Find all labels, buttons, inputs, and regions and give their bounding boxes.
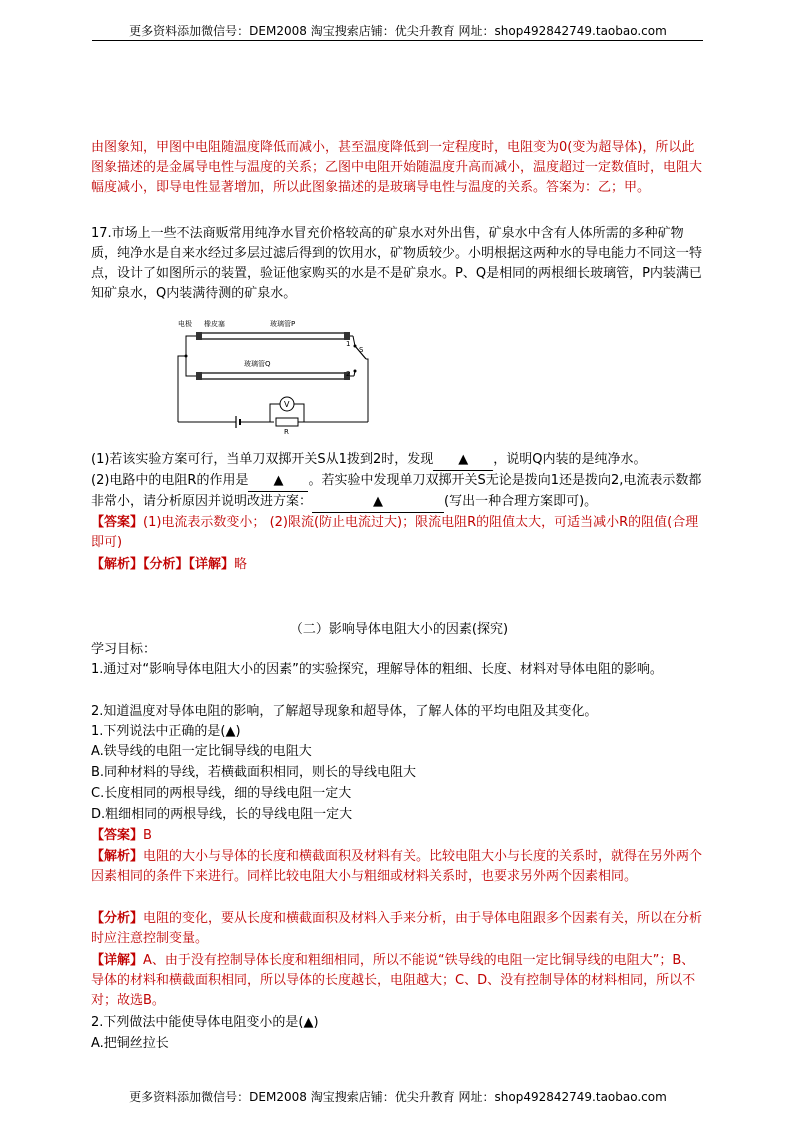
learning-goal-1: 1.通过对“影响导体电阻大小的因素”的实验探究，理解导体的粗细、长度、材料对导体电阻的影响。 bbox=[91, 662, 663, 677]
learning-goal-2: 2.知道温度对导体电阻的影响，了解超导现象和超导体，了解人体的平均电阻及其变化。 bbox=[91, 704, 598, 719]
junction-dot bbox=[185, 355, 188, 358]
section-title: （二）影响导体电阻大小的因素(探究) bbox=[289, 622, 509, 637]
electrode-label: 电极 bbox=[178, 320, 192, 328]
q1-stem: 1.下列说法中正确的是(▲) bbox=[91, 724, 241, 739]
q17-blank-1[interactable]: ▲ bbox=[433, 450, 493, 471]
tube-p-right-plug bbox=[344, 332, 350, 340]
switch-label: S bbox=[359, 346, 364, 354]
q1-option-d: D.粗细相同的两根导线，长的导线电阻一定大 bbox=[91, 807, 353, 822]
q1-option-b: B.同种材料的导线，若横截面积相同，则长的导线电阻大 bbox=[91, 765, 417, 780]
q1-xiangjie: 【详解】A、由于没有控制导体长度和粗细相同，所以不能说“铁导线的电阻一定比铜导线的电阻大”；B、导体的材料和横截面积相同，所以导体的长度越长，电阻越大；C、D、没有控制导体的材料相同，所以不对；故选B。 bbox=[91, 953, 696, 1008]
plug-label: 橡皮塞 bbox=[204, 320, 225, 328]
wire-left-main bbox=[178, 356, 186, 422]
page-header: 更多资料添加微信号：DEM2008 淘宝搜索店铺：优尖升教育 网址：shop492842749.taobao.com bbox=[129, 24, 667, 38]
switch-pos-1: 1 bbox=[346, 340, 351, 348]
resistor-label: R bbox=[284, 428, 289, 436]
q17-blank-2[interactable]: ▲ bbox=[248, 471, 308, 492]
q1-jiexi: 【解析】电阻的大小与导体的长度和横截面积及材料有关。比较电阻大小与长度的关系时，就得在另外两个因素相同的条件下来进行。同样比较电阻大小与粗细或材料关系时，也要求另外两个因素相同。 bbox=[91, 849, 703, 884]
q1-fenxi: 【分析】电阻的变化，要从长度和横截面积及材料入手来分析，由于导体电阻跟多个因素有关，所以在分析时应注意控制变量。 bbox=[91, 911, 703, 946]
circuit-diagram bbox=[170, 316, 380, 438]
q17-part2: (2)电路中的电阻R的作用是 ▲ 。若实验中发现单刀双掷开关S无论是拨向1还是拨向2,电流表示数都非常小，请分析原因并说明改进方案： ▲ (写出一种合理方案即可)。 bbox=[91, 471, 707, 513]
intro-analysis: 由图象知，甲图中电阻随温度降低而减小，甚至温度降低到一定程度时，电阻变为0(变为超导体)，所以此图象描述的是金属导电性与温度的关系；乙图中电阻开始随温度升高而减小，温度超过一定数值时，电阻大幅度减小，即导电性显著增加，所以此图象描述的是玻璃导电性与温度的关系。答案为：乙；甲。 bbox=[91, 140, 703, 195]
resistor-r bbox=[276, 418, 298, 426]
tube-p-left-plug bbox=[196, 332, 202, 340]
wire-p-left bbox=[186, 336, 196, 356]
q17-answer: 【答案】(1)电流表示数变小； (2)限流(防止电流过大)；限流电阻R的阻值太大，可适当减小R的阻值(合理即可) bbox=[91, 515, 699, 550]
tube-p-label: 玻璃管P bbox=[270, 320, 296, 328]
voltmeter-label: V bbox=[284, 400, 290, 409]
switch-pos-2: 2 bbox=[346, 370, 351, 378]
header-rule bbox=[92, 40, 703, 41]
q17-analysis: 【解析】【分析】【详解】略 bbox=[91, 557, 248, 572]
tube-p bbox=[198, 333, 348, 339]
q2-option-a: A.把铜丝拉长 bbox=[91, 1036, 169, 1051]
q1-option-c: C.长度相同的两根导线，细的导线电阻一定大 bbox=[91, 786, 352, 801]
page-footer: 更多资料添加微信号：DEM2008 淘宝搜索店铺：优尖升教育 网址：shop492842749.taobao.com bbox=[129, 1090, 667, 1104]
q17-stem: 17.市场上一些不法商贩常用纯净水冒充价格较高的矿泉水对外出售，矿泉水中含有人体所需的多种矿物质，纯净水是自来水经过多层过滤后得到的饮用水，矿物质较少。小明根据这两种水的导电能力不同这一特点，设计了如图所示的装置，验证他家购买的水是不是矿泉水。P、Q是相同的两根细长玻璃管，P内装满已知矿泉水，Q内装满待测的矿泉水。 bbox=[91, 226, 703, 301]
q2-stem: 2.下列做法中能使导体电阻变小的是(▲) bbox=[91, 1015, 319, 1030]
tube-q bbox=[198, 373, 348, 379]
wire-q-left bbox=[186, 356, 196, 376]
q1-option-a: A.铁导线的电阻一定比铜导线的电阻大 bbox=[91, 744, 312, 759]
tube-q-label: 玻璃管Q bbox=[244, 360, 271, 368]
q1-answer: 【答案】B bbox=[91, 828, 152, 843]
wire-to-contact-1 bbox=[353, 336, 355, 346]
tube-q-left-plug bbox=[196, 372, 202, 380]
wire-right-main bbox=[366, 359, 368, 422]
learning-goals-label: 学习目标： bbox=[91, 642, 157, 657]
q17-part1: (1)若该实验方案可行，当单刀双掷开关S从1拨到2时，发现 ▲ ，说明Q内装的是纯净水。 bbox=[91, 450, 707, 471]
q17-blank-3[interactable]: ▲ bbox=[312, 492, 444, 513]
